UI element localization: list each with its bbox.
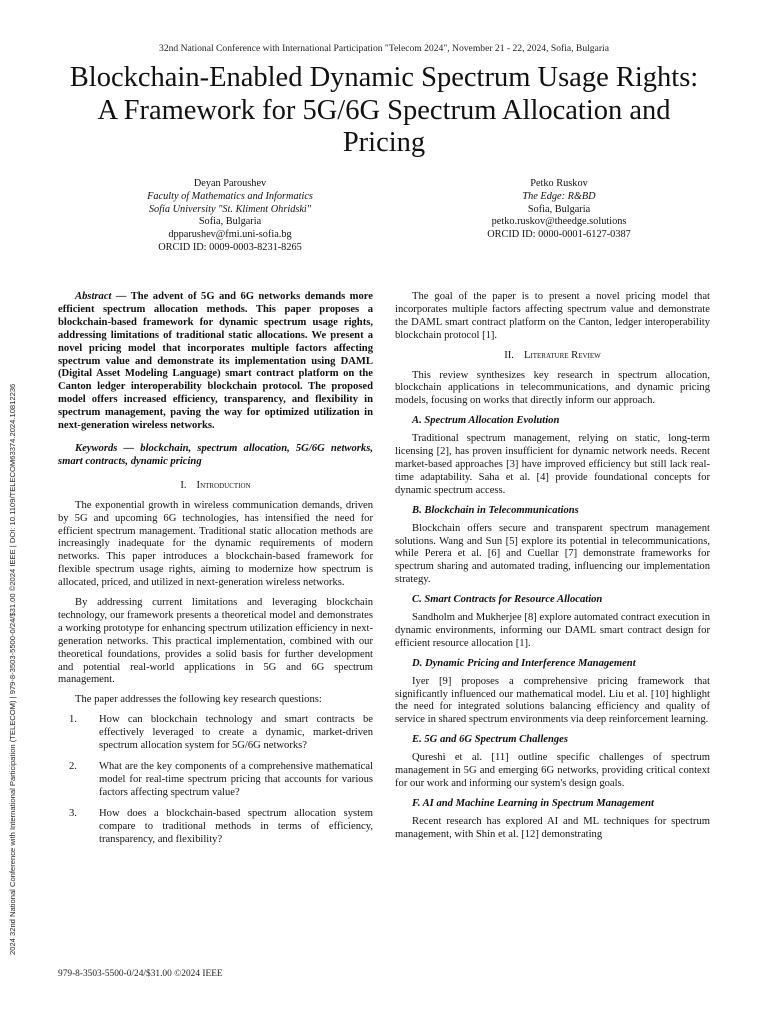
body-paragraph: Qureshi et al. [11] outline specific challenges of spectrum management in 5G and emerging 6G networks, providing critical context for our work and informing our system's design goals. xyxy=(395,752,710,789)
side-doi-note: 2024 32nd National Conference with International Participation (TELECOM) | 979-8-3503-5500-0/24/$31.00 ©2024 IEEE | DOI: 10.1109/TELECOM63374.2024.10812236 xyxy=(8,383,17,955)
list-text: What are the key components of a comprehensive mathematical model for real-time spectrum pricing that accounts for various factors affecting spectrum value? xyxy=(99,761,373,798)
abstract-label: Abstract — xyxy=(75,291,127,302)
keywords xyxy=(58,443,373,469)
author-block-2 xyxy=(409,178,709,242)
author-affiliation: Sofia University "St. Kliment Ohridski" xyxy=(148,203,312,215)
subsection-heading: B. Blockchain in Telecommunications xyxy=(412,504,579,516)
conference-header: 32nd National Conference with International Participation "Telecom 2024", November 21 - 22, 2024, Sofia, Bulgaria xyxy=(159,43,609,54)
author-email: petko.ruskov@theedge.solutions xyxy=(491,216,627,228)
left-column xyxy=(58,291,373,854)
section-title: Introduction xyxy=(196,479,251,491)
abstract xyxy=(58,291,373,433)
section-heading-introduction xyxy=(58,480,373,493)
intro-paragraph: The exponential growth in wireless communication demands, driven by 5G and upcoming 6G technologies, has intensified the need for efficient spectrum management. Traditional static allocation methods are increasingly inadequate for the dynamic requirements of modern networks. This paper introduces a blockchain-based framework for flexible spectrum usage rights, aiming to modernize how spectrum is allocated, priced, and utilized in next-generation wireless networks. xyxy=(58,499,373,589)
author-orcid: ORCID ID: 0000-0001-6127-0387 xyxy=(487,229,631,241)
body-paragraph: Blockchain offers secure and transparent spectrum management solutions. Wang and Sun [5] explore its potential in telecommunications, while Perera et al. [6] and Cuellar [7] demonstrate frameworks for spectrum sharing and automated trading, influencing our implementation strategy. xyxy=(395,522,710,586)
author-orcid: ORCID ID: 0009-0003-8231-8265 xyxy=(158,241,302,253)
author-affiliation: The Edge: R&BD xyxy=(522,190,596,202)
intro-paragraph: The paper addresses the following key research questions: xyxy=(75,694,322,706)
author-location: Sofia, Bulgaria xyxy=(527,203,591,215)
list-item xyxy=(58,761,373,800)
list-number: 1. xyxy=(69,714,77,726)
body-paragraph: Iyer [9] proposes a comprehensive pricing framework that significantly influenced our mathematical model. Liu et al. [10] highlight the need for integrated solutions balancing efficiency and quality of service in shared spectrum environments via deep reinforcement learning. xyxy=(395,675,710,726)
author-name: Deyan Paroushev xyxy=(193,178,267,189)
section-heading-literature-review xyxy=(395,350,710,363)
keywords-text: blockchain, spectrum allocation, 5G/6G networks, smart contracts, dynamic pricing xyxy=(58,442,373,467)
keywords-label: Keywords — xyxy=(75,442,135,454)
subsection-heading: E. 5G and 6G Spectrum Challenges xyxy=(412,734,568,746)
subsection-heading: F. AI and Machine Learning in Spectrum Management xyxy=(412,797,654,809)
subsection-heading: D. Dynamic Pricing and Interference Management xyxy=(412,657,636,669)
list-text: How can blockchain technology and smart contracts be effectively leveraged to create a dynamic, market-driven spectrum allocation system for 5G/6G networks? xyxy=(99,714,373,752)
intro-paragraph: By addressing current limitations and leveraging blockchain technology, our framework presents a theoretical model and demonstrates a working prototype for enhancing spectrum utilization efficiency in next-generation networks. This practical implementation, combined with our theoretical foundations, provides a solid basis for further development and potential real-world applications in 5G and 6G spectrum management. xyxy=(58,597,373,686)
author-block-1 xyxy=(80,178,380,255)
subsection-heading: A. Spectrum Allocation Evolution xyxy=(412,415,560,427)
section-number: II. xyxy=(504,349,514,361)
subsection-heading: C. Smart Contracts for Resource Allocation xyxy=(412,594,603,606)
section-number: I. xyxy=(180,479,187,491)
author-affiliation: Faculty of Mathematics and Informatics xyxy=(147,190,313,202)
body-paragraph: The goal of the paper is to present a novel pricing model that incorporates multiple factors affecting spectrum value and demonstrate the DAML smart contract platform on the Canton, ledger interoperability blockchain protocol [1]. xyxy=(395,291,710,341)
right-column xyxy=(395,291,710,849)
author-location: Sofia, Bulgaria xyxy=(198,216,262,228)
section-title: Literature Review xyxy=(523,349,601,361)
list-number: 3. xyxy=(69,807,77,819)
body-paragraph: Sandholm and Mukherjee [8] explore automated contract execution in dynamic environments, informing our DAML smart contract design for efficient resource allocation [1]. xyxy=(395,612,710,649)
body-paragraph: Recent research has explored AI and ML techniques for spectrum management, with Shin et al. [12] demonstrating xyxy=(395,815,710,840)
body-paragraph: Traditional spectrum management, relying on static, long-term licensing [2], has proven insufficient for dynamic network needs. Recent market-based approaches [3] have improved efficiency but still lack real-time adaptability. Saha et al. [4] provide foundational concepts for dynamic spectrum access. xyxy=(395,433,710,496)
list-text: How does a blockchain-based spectrum allocation system compare to traditional methods in terms of efficiency, transparency, and flexibility? xyxy=(99,807,373,845)
list-item xyxy=(58,808,373,847)
abstract-text: The advent of 5G and 6G networks demands more efficient spectrum allocation methods. This paper proposes a blockchain-based framework for dynamic spectrum usage rights, addressing limitations of traditional static allocations. We present a novel pricing model that incorporates multiple factors affecting spectrum value and demonstrate its implementation using DAML (Digital Asset Modeling Language) smart contract platform on the Canton ledger interoperability blockchain protocol. The proposed model offers increased efficiency, transparency, and flexibility in spectrum management, paving the way for optimized utilization in next-generation wireless networks. xyxy=(58,291,373,432)
paper-title: Blockchain-Enabled Dynamic Spectrum Usage Rights: A Framework for 5G/6G Spectrum Allocation and Pricing xyxy=(69,62,699,158)
author-email: dpparushev@fmi.uni-sofia.bg xyxy=(168,229,292,241)
list-item xyxy=(58,714,373,753)
list-number: 2. xyxy=(69,761,77,772)
author-name: Petko Ruskov xyxy=(530,178,588,189)
copyright-footer: 979-8-3503-5500-0/24/$31.00 ©2024 IEEE xyxy=(58,969,223,979)
research-questions xyxy=(58,714,373,846)
body-paragraph: This review synthesizes key research in spectrum allocation, blockchain applications in telecommunications, and dynamic pricing models, focusing on works that directly inform our approach. xyxy=(395,369,710,407)
